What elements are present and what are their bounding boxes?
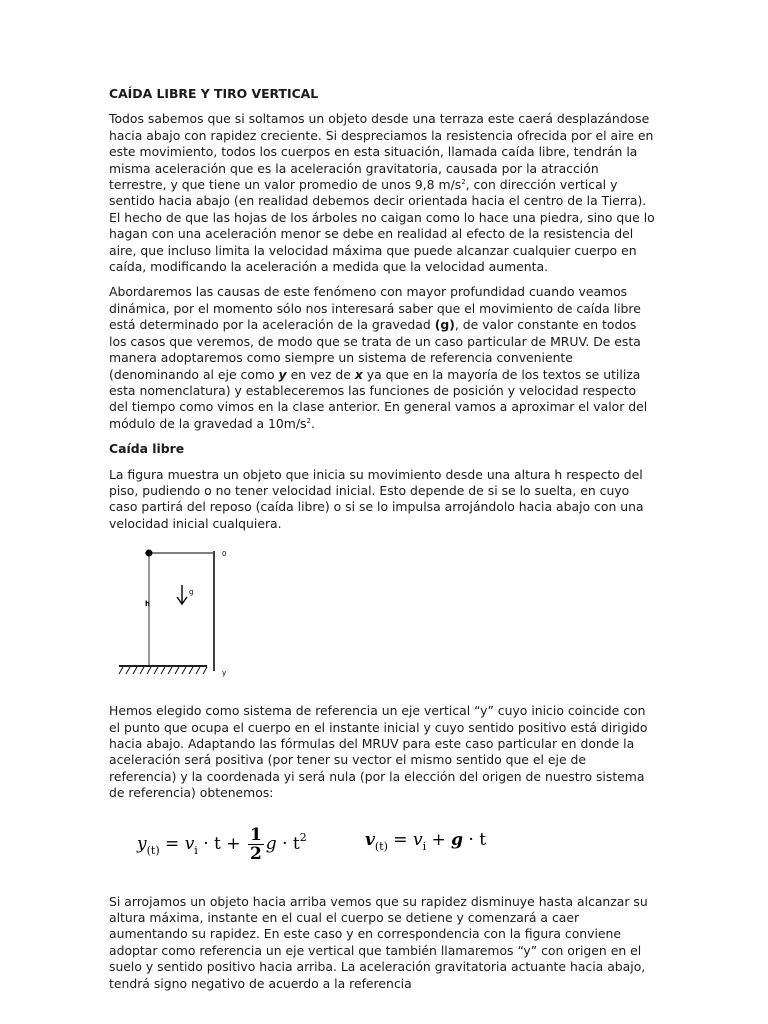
formulas-block xyxy=(109,814,657,882)
paragraph-intro: Todos sabemos que si soltamos un objeto desde una terraza este caerá desplazándose hacia abajo con rapidez creciente. Si despreciamos la resistencia ofrecida por el aire en este movimiento, todos los cuerpos en esta situación, llamada caída libre, tendrán la misma aceleración que es la aceleración gravitatoria, causada por la atracción terrestre, y que tiene un valor promedio de unos 9,8 $m/s^2$, con dirección vertical y sentido hacia abajo (en realidad debemos decir orientada hacia el centro de la Tierra). El hecho de que las hojas de los árboles no caigan como lo hace una piedra, sino que lo hagan con una aceleración menor se debe en realidad al efecto de la resistencia del aire, que incluso limita la velocidad máxima que puede alcanzar cualquier cuerpo en caída, modificando la aceleración a medida que la velocidad aumenta. xyxy=(109,111,655,275)
document-page xyxy=(109,86,657,1001)
position-formula: $y_{(t)} = v_i \cdot t$ + $\frac{1}{2}$ $g \cdot t^2$ xyxy=(137,824,307,864)
paragraph-reference-system: Hemos elegido como sistema de referencia un eje vertical “y” cuyo inicio coincide con el punto que ocupa el cuerpo en el instante inicial y cuyo sentido positivo está dirigido hacia abajo. Adaptando las fórmulas del MRUV para este caso particular en donde la aceleración será positiva (por tener su vector el mismo sentido que el eje de referencia) y la coordenada yi será nula (por la elección del origen de nuestro sistema de referencia) obtenemos: xyxy=(109,703,648,801)
document-title: CAÍDA LIBRE Y TIRO VERTICAL xyxy=(109,86,319,101)
free-fall-figure xyxy=(109,541,657,689)
axis-label: y xyxy=(222,669,227,678)
height-label: h xyxy=(145,600,150,609)
paragraph-vertical-throw: Si arrojamos un objeto hacia arriba vemos que su rapidez disminuye hasta alcanzar su altura máxima, instante en el cual el cuerpo se detiene y comenzará a caer aumentando su rapidez. En este caso y en correspondencia con la figura conviene adoptar como referencia un eje vertical que también llamaremos “y” con origen en el suelo y sentido positivo hacia arriba. La aceleración gravitatoria actuante hacia abajo, tendrá signo negativo de acuerdo a la referencia xyxy=(109,893,648,991)
paragraph-figure-intro: La figura muestra un objeto que inicia su movimiento desde una altura h respecto del piso, pudiendo o no tener velocidad inicial. Esto depende de si se lo suelta, en cuyo caso partirá del reposo (caída libre) o si se lo impulsa arrojándolo hacia abajo con una velocidad inicial cualquiera. xyxy=(109,466,644,531)
origin-label: 0 xyxy=(222,550,227,559)
ground-hatching xyxy=(119,667,207,674)
velocity-formula: $v_{(t)} = v_i + g \cdot t$ xyxy=(365,829,487,853)
paragraph-causes: Abordaremos las causas de este fenómeno con mayor profundidad cuando veamos dinámica, por el momento sólo nos interesará saber que el movimiento de caída libre está determinado por la aceleración de la gravedad (g), de valor constante en todos los casos que veremos, de modo que se trata de un caso particular de MRUV. De esta manera adoptaremos como siempre un sistema de referencia conveniente (denominando al eje como y en vez de x ya que en la mayoría de los textos se utiliza esta nomenclatura) y estableceremos las funciones de posición y velocidad respecto del tiempo como vimos en la clase anterior. En general vamos a aproximar el valor del módulo de la gravedad a $10m/s^2$. xyxy=(109,284,648,431)
free-fall-diagram xyxy=(109,541,239,689)
gravity-label: g xyxy=(189,588,194,597)
section-heading-caida-libre: Caída libre xyxy=(109,441,185,457)
